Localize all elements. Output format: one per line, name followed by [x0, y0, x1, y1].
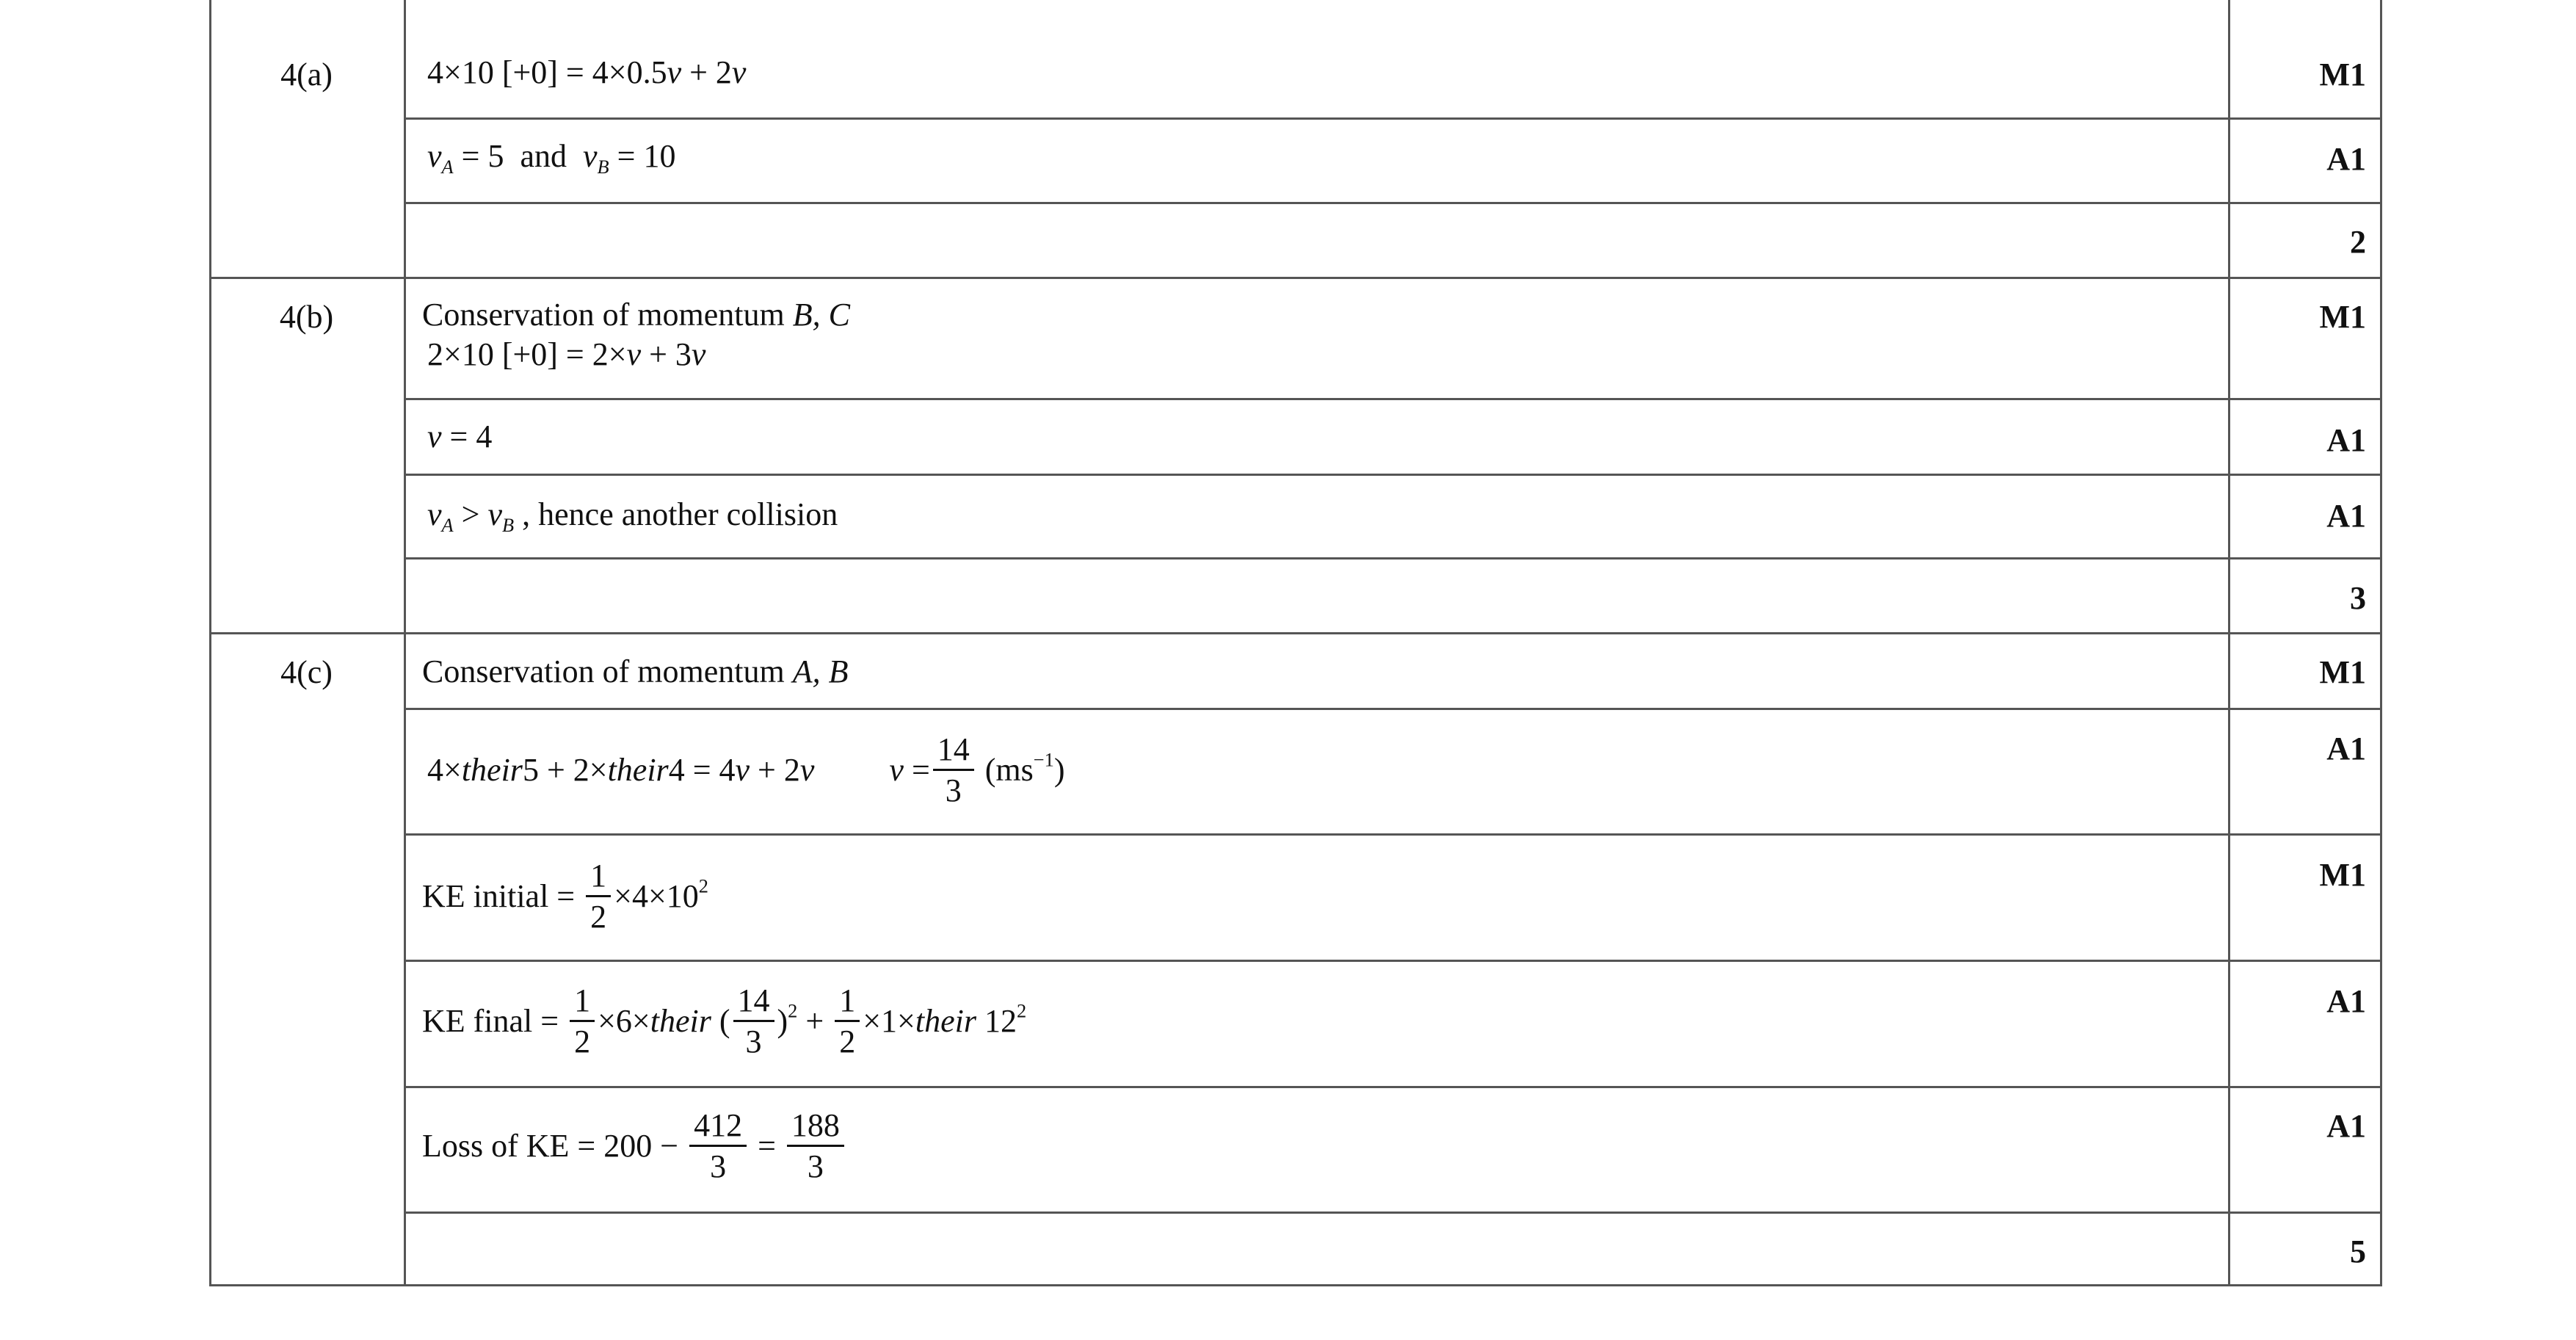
- table-border-bottom: [209, 1284, 2382, 1286]
- answer-4b-velocity: v = 4: [427, 419, 493, 454]
- answer-text: KE initial =: [422, 878, 576, 915]
- table-border-left: [209, 0, 211, 1286]
- table-column-divider: [2228, 0, 2230, 1286]
- answer-text: Conservation of momentum: [422, 653, 785, 689]
- row-divider: [404, 398, 2382, 400]
- answer-text: Loss of KE =: [422, 1128, 596, 1165]
- answer-4b-equation: 2×10 [+0] = 2×v + 3v: [427, 336, 706, 372]
- answer-4c-statement: [422, 653, 848, 691]
- row-divider: [404, 1086, 2382, 1088]
- row-divider: [404, 960, 2382, 962]
- mark-code: A1: [2326, 422, 2366, 458]
- answer-4c-ke-final: KE final = $\frac{1}{2}$ ×6×their ( $\frac{14}{3}$ )$^2$ + $\frac{1}{2}$ ×1×their $12^2$: [422, 982, 1027, 1060]
- answer-vars: A, B: [792, 653, 849, 689]
- row-divider: [404, 117, 2382, 120]
- answer-4c-loss-ke: Loss of KE = 200 − $\frac{412}{3}$ = $\frac{188}{3}$: [422, 1110, 847, 1188]
- question-label: 4(c): [280, 654, 333, 690]
- table-column-divider: [404, 0, 406, 1286]
- answer-4c-equation: 4×their5 + 2×their4 = 4v + 2v v = $\frac{14}{3}$ $(ms^{-1})$: [427, 731, 1065, 808]
- row-divider: [404, 557, 2382, 559]
- answer-4a-equation: 4×10 [+0] = 4×0.5v + 2v: [427, 54, 747, 90]
- row-divider: [404, 202, 2382, 204]
- question-label: 4(b): [279, 299, 334, 335]
- question-label: 4(a): [280, 57, 333, 93]
- question-divider: [209, 632, 2382, 634]
- mark-total: 2: [2350, 224, 2366, 260]
- mark-code: M1: [2319, 57, 2366, 93]
- answer-4a-velocities: $v_A = 5$ and $v_B = 10$: [427, 138, 676, 178]
- table-border-right: [2380, 0, 2382, 1286]
- answer-4b-statement: [422, 297, 850, 334]
- mark-code: M1: [2319, 857, 2366, 893]
- mark-code: A1: [2326, 731, 2366, 767]
- unit-text: (ms: [984, 752, 1034, 789]
- row-divider: [404, 833, 2382, 836]
- answer-vars: B, C: [792, 297, 850, 333]
- answer-4b-comparison: $v_A > v_B$ , hence another collision: [427, 496, 838, 537]
- mark-code: A1: [2326, 141, 2366, 177]
- mark-code: M1: [2319, 299, 2366, 335]
- row-divider: [404, 708, 2382, 710]
- mark-code: A1: [2326, 983, 2366, 1019]
- row-divider: [404, 474, 2382, 476]
- row-divider: [404, 1212, 2382, 1214]
- mark-total: 5: [2350, 1234, 2366, 1270]
- answer-text: Conservation of momentum: [422, 297, 785, 333]
- mark-code: A1: [2326, 1108, 2366, 1144]
- mark-code: A1: [2326, 498, 2366, 534]
- mark-total: 3: [2350, 580, 2366, 616]
- answer-text: , hence another collision: [522, 496, 838, 532]
- mark-scheme-table: [209, 0, 2382, 1286]
- question-divider: [209, 277, 2382, 279]
- mark-code: M1: [2319, 654, 2366, 690]
- answer-text: KE final =: [422, 1003, 559, 1040]
- answer-4c-ke-initial: KE initial = $\frac{1}{2}$ $\times 4\times 10^2$: [422, 858, 708, 935]
- and-text: and: [520, 138, 567, 174]
